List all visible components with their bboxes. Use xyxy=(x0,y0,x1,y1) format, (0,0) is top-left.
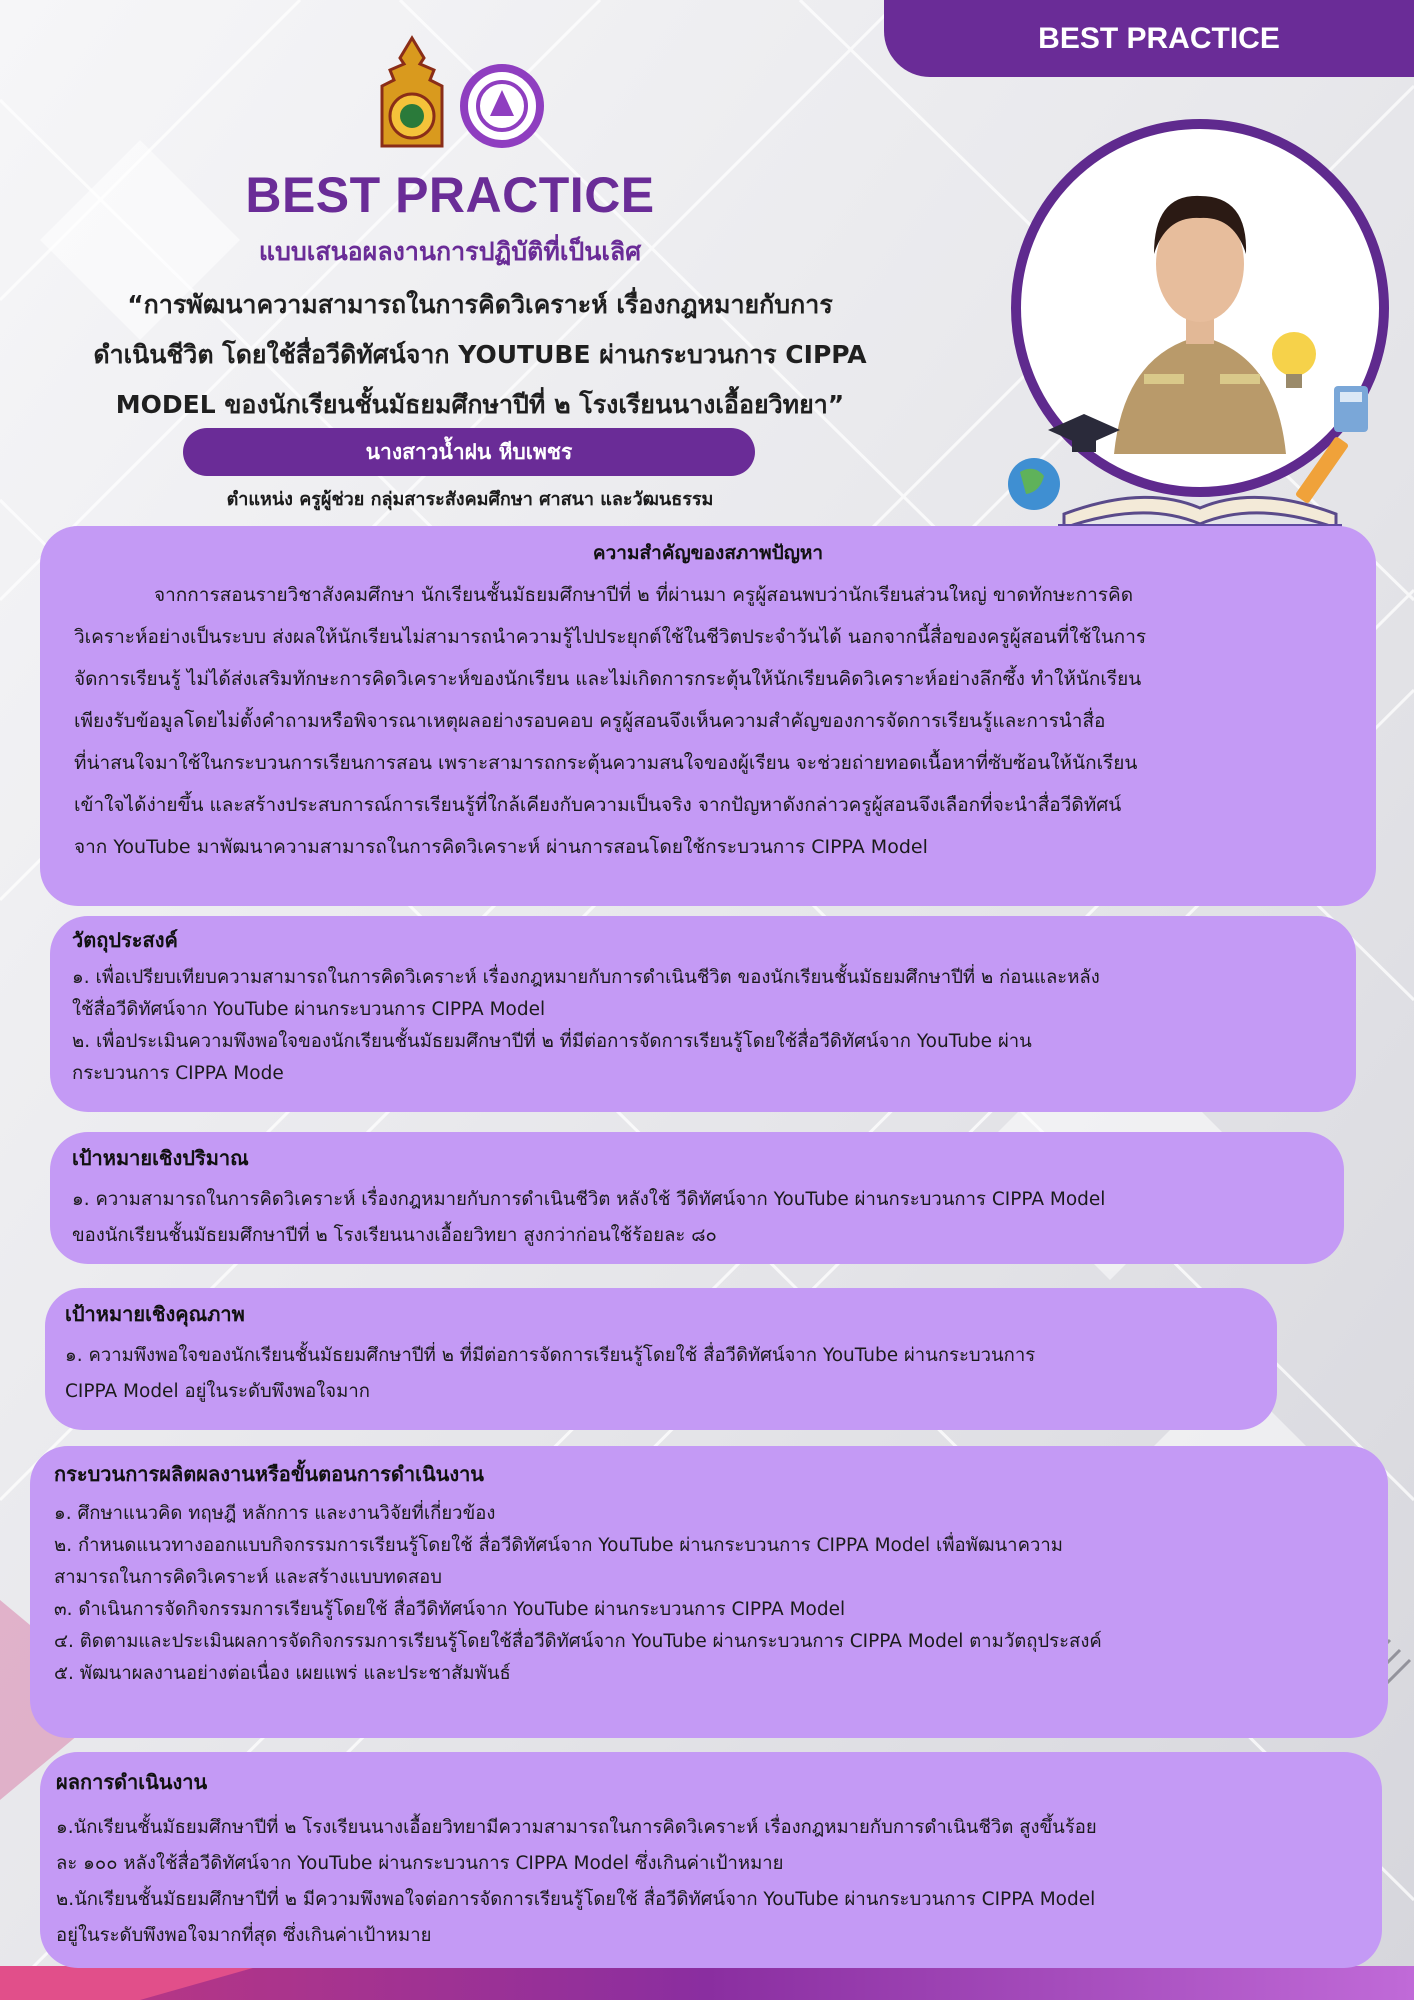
text-line: ๑. เพื่อเปรียบเทียบความสามารถในการคิดวิเคราะห์ เรื่องกฎหมายกับการดำเนินชีวิต ของนักเรียนชั้นมัธยมศึกษาปีที่ ๒ ก่อนและหลัง xyxy=(72,967,1100,988)
text-line: ๕. พัฒนาผลงานอย่างต่อเนื่อง เผยแพร่ และประชาสัมพันธ์ xyxy=(54,1663,511,1684)
section-title: ความสำคัญของสภาพปัญหา xyxy=(592,542,824,564)
text-line: จัดการเรียนรู้ ไม่ได้ส่งเสริมทักษะการคิดวิเคราะห์ของนักเรียน และไม่เกิดการกระตุ้นให้นักเรียนคิดวิเคราะห์อย่างลึกซึ้ง ทำให้นักเรียน xyxy=(74,668,1142,690)
text-line: ใช้สื่อวีดิทัศน์จาก YouTube ผ่านกระบวนการ CIPPA Model xyxy=(72,999,546,1020)
portrait-illustration xyxy=(994,104,1396,534)
text-line: ๑.นักเรียนชั้นมัธยมศึกษาปีที่ ๒ โรงเรียนนางเอื้อยวิทยามีความสามารถในการคิดวิเคราะห์ เรื่องกฎหมายกับการดำเนินชีวิต สูงขึ้นร้อย xyxy=(56,1817,1097,1838)
section-title: กระบวนการผลิตผลงานหรือขั้นตอนการดำเนินงาน xyxy=(54,1462,484,1486)
author-position: ตำแหน่ง ครูผู้ช่วย กลุ่มสาระสังคมศึกษา ศาสนา และวัฒนธรรม xyxy=(226,489,714,510)
text-line: ๑. ความพึงพอใจของนักเรียนชั้นมัธยมศึกษาปีที่ ๒ ที่มีต่อการจัดการเรียนรู้โดยใช้ สื่อวีดิทัศน์จาก YouTube ผ่านกระบวนการ xyxy=(65,1345,1036,1366)
text-line: CIPPA Model อยู่ในระดับพึงพอใจมาก xyxy=(65,1381,370,1402)
results-section xyxy=(40,1752,1382,1968)
topic-line: “การพัฒนาความสามารถในการคิดวิเคราะห์ เรื่องกฎหมายกับการ xyxy=(127,290,833,319)
text-line: ของนักเรียนชั้นมัธยมศึกษาปีที่ ๒ โรงเรียนนางเอื้อยวิทยา สูงกว่าก่อนใช้ร้อยละ ๘๐ xyxy=(72,1225,717,1246)
text-line: สามารถในการคิดวิเคราะห์ และสร้างแบบทดสอบ xyxy=(54,1567,443,1588)
calculator-icon xyxy=(1334,386,1368,432)
section-body xyxy=(65,1338,1257,1410)
importance-section xyxy=(40,526,1376,906)
author-name: นางสาวน้ำฝน หีบเพชร xyxy=(183,428,755,476)
section-title: เป้าหมายเชิงปริมาณ xyxy=(72,1146,249,1170)
page-subtitle: แบบเสนอผลงานการปฏิบัติที่เป็นเลิศ xyxy=(258,237,642,266)
page-title: BEST PRACTICE xyxy=(245,167,655,223)
school-seal-icon xyxy=(464,68,540,144)
section-title: วัตถุประสงค์ xyxy=(72,928,178,952)
logos xyxy=(362,34,562,154)
text-line: ๒. กำหนดแนวทางออกแบบกิจกรรมการเรียนรู้โดยใช้ สื่อวีดิทัศน์จาก YouTube ผ่านกระบวนการ CIPPA Model เพื่อพัฒนาความ xyxy=(54,1535,1063,1556)
globe-icon xyxy=(1008,458,1060,510)
text-line: วิเคราะห์อย่างเป็นระบบ ส่งผลให้นักเรียนไม่สามารถนำความรู้ไปประยุกต์ใช้ในชีวิตประจำวันได้ นอกจากนี้สื่อของครูผู้สอนที่ใช้ในการ xyxy=(74,626,1147,648)
text-line: จากการสอนรายวิชาสังคมศึกษา นักเรียนชั้นมัธยมศึกษาปีที่ ๒ ที่ผ่านมา ครูผู้สอนพบว่านักเรียนส่วนใหญ่ ขาดทักษะการคิด xyxy=(154,584,1134,606)
section-title: เป้าหมายเชิงคุณภาพ xyxy=(65,1302,245,1326)
section-body xyxy=(56,1810,1366,1954)
section-body xyxy=(72,962,1334,1090)
text-line: ๒.นักเรียนชั้นมัธยมศึกษาปีที่ ๒ มีความพึงพอใจต่อการจัดการเรียนรู้โดยใช้ สื่อวีดิทัศน์จาก YouTube ผ่านกระบวนการ CIPPA Model xyxy=(56,1889,1096,1910)
section-body xyxy=(54,1498,1364,1690)
process-section xyxy=(30,1446,1388,1738)
quantitative-goals-section xyxy=(50,1132,1344,1264)
text-line: ๔. ติดตามและประเมินผลการจัดกิจกรรมการเรียนรู้โดยใช้สื่อวีดิทัศน์จาก YouTube ผ่านกระบวนการ CIPPA Model ตามวัตถุประสงค์ xyxy=(54,1631,1102,1652)
section-title: ผลการดำเนินงาน xyxy=(56,1770,208,1794)
section-body xyxy=(74,574,1342,868)
topic-line: MODEL ของนักเรียนชั้นมัธยมศึกษาปีที่ ๒ โรงเรียนนางเอื้อยวิทยา” xyxy=(115,390,845,419)
section-body xyxy=(72,1182,1322,1254)
text-line: เข้าใจได้ง่ายขึ้น และสร้างประสบการณ์การเรียนรู้ที่ใกล้เคียงกับความเป็นจริง จากปัญหาดังกล่าวครูผู้สอนจึงเลือกที่จะนำสื่อวีดิทัศน์ xyxy=(74,794,1122,816)
project-topic xyxy=(60,280,900,430)
text-line: ๒. เพื่อประเมินความพึงพอใจของนักเรียนชั้นมัธยมศึกษาปีที่ ๒ ที่มีต่อการจัดการเรียนรู้โดยใช้สื่อวีดิทัศน์จาก YouTube ผ่าน xyxy=(72,1031,1032,1052)
text-line: ๑. ศึกษาแนวคิด ทฤษฎี หลักการ และงานวิจัยที่เกี่ยวข้อง xyxy=(54,1503,496,1524)
text-line: อยู่ในระดับพึงพอใจมากที่สุด ซึ่งเกินค่าเป้าหมาย xyxy=(56,1925,432,1946)
text-line: ละ ๑๐๐ หลังใช้สื่อวีดิทัศน์จาก YouTube ผ่านกระบวนการ CIPPA Model ซึ่งเกินค่าเป้าหมาย xyxy=(56,1853,784,1874)
header-tab: BEST PRACTICE xyxy=(884,0,1414,77)
text-line: ๓. ดำเนินการจัดกิจกรรมการเรียนรู้โดยใช้ สื่อวีดิทัศน์จาก YouTube ผ่านกระบวนการ CIPPA Model xyxy=(54,1599,846,1620)
obec-logo-icon xyxy=(382,38,442,146)
text-line: ๑. ความสามารถในการคิดวิเคราะห์ เรื่องกฎหมายกับการดำเนินชีวิต หลังใช้ วีดิทัศน์จาก YouTube ผ่านกระบวนการ CIPPA Model xyxy=(72,1189,1106,1210)
qualitative-goals-section xyxy=(45,1288,1277,1430)
topic-line: ดำเนินชีวิต โดยใช้สื่อวีดิทัศน์จาก YOUTUBE ผ่านกระบวนการ CIPPA xyxy=(93,340,867,369)
text-line: ที่น่าสนใจมาใช้ในกระบวนการเรียนการสอน เพราะสามารถกระตุ้นความสนใจของผู้เรียน จะช่วยถ่ายทอดเนื้อหาที่ซับซ้อนให้นักเรียน xyxy=(74,752,1138,774)
text-line: กระบวนการ CIPPA Mode xyxy=(72,1063,284,1084)
objectives-section xyxy=(50,916,1356,1112)
text-line: เพียงรับข้อมูลโดยไม่ตั้งคำถามหรือพิจารณาเหตุผลอย่างรอบคอบ ครูผู้สอนจึงเห็นความสำคัญของการจัดการเรียนรู้และการนำสื่อ xyxy=(74,710,1106,732)
text-line: จาก YouTube มาพัฒนาความสามารถในการคิดวิเคราะห์ ผ่านการสอนโดยใช้กระบวนการ CIPPA Model xyxy=(74,836,928,858)
